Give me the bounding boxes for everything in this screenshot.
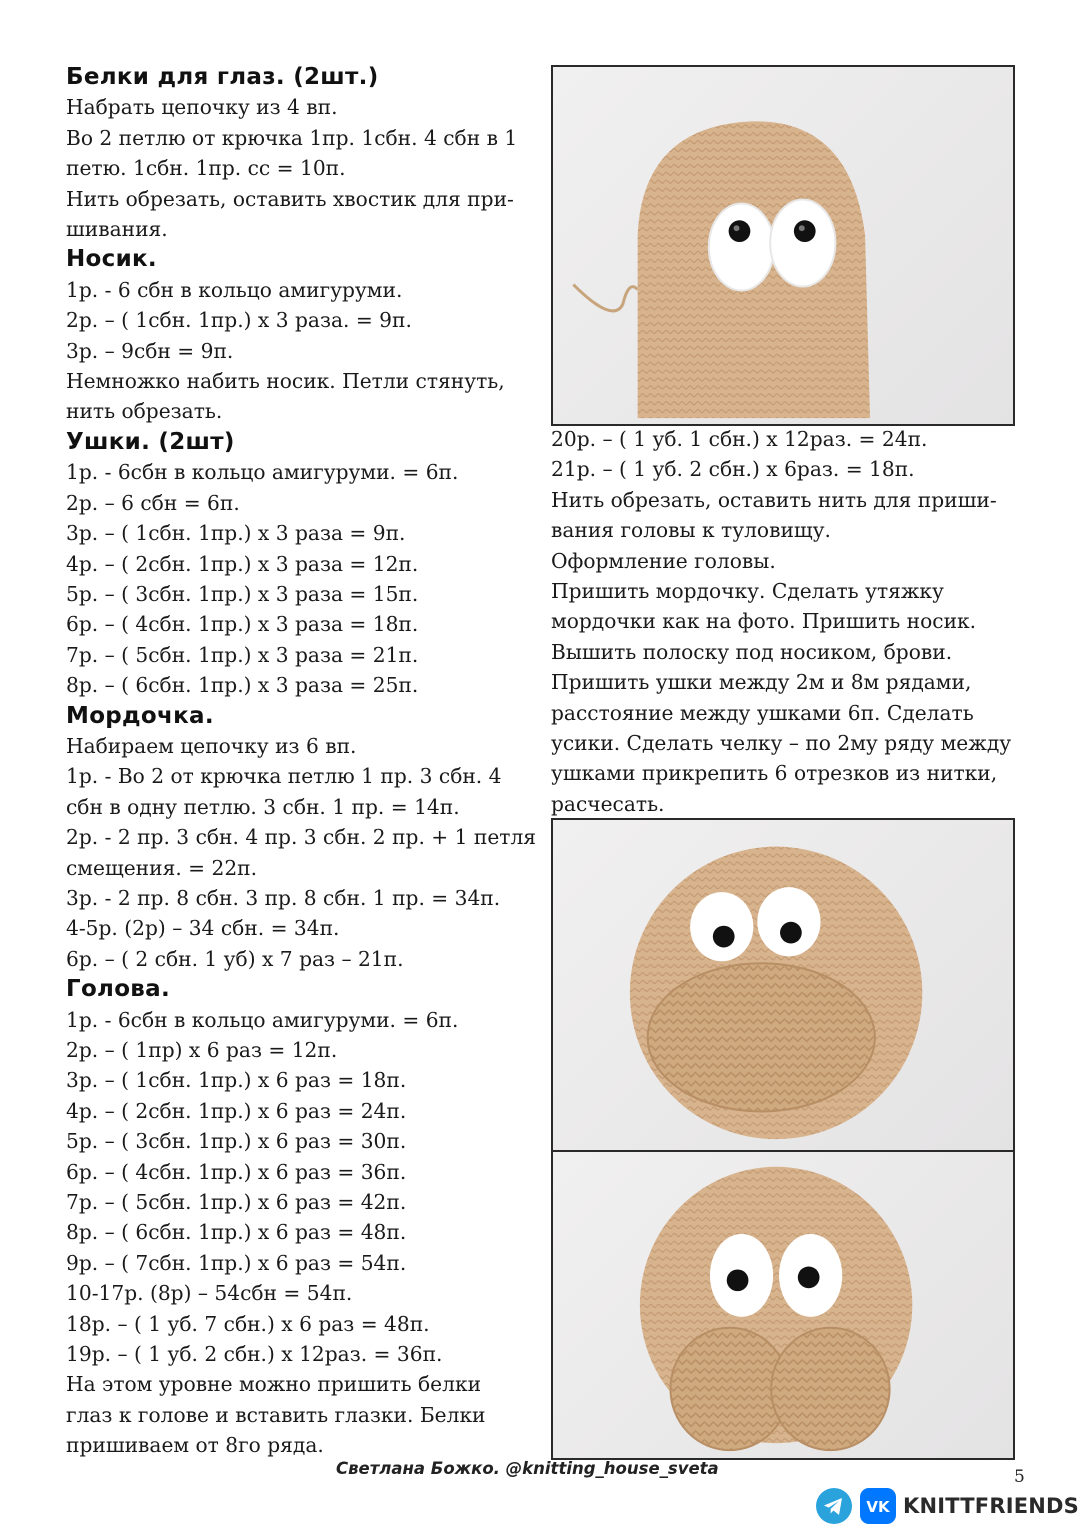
instruction-line: 5р. – ( 3сбн. 1пр.) х 6 раз = 30п. <box>66 1129 407 1154</box>
section-heading: Носик. <box>66 246 157 273</box>
section-heading: Ушки. (2шт) <box>66 428 235 455</box>
instruction-line: расчесать. <box>551 791 665 816</box>
instruction-line: пришиваем от 8го ряда. <box>66 1433 324 1458</box>
photo-head-muzzle <box>551 818 1015 1152</box>
instruction-line: 19р. – ( 1 уб. 2 сбн.) х 12раз. = 36п. <box>66 1342 443 1367</box>
instruction-line: Оформление головы. <box>551 548 776 573</box>
instruction-line: мордочки как на фото. Пришить носик. <box>551 609 977 634</box>
instruction-line: Во 2 петлю от крючка 1пр. 1сбн. 4 сбн в 1 <box>66 125 518 150</box>
photo-head-finished <box>551 1150 1015 1460</box>
instruction-line: Немножко набить носик. Петли стянуть, <box>66 369 505 394</box>
instruction-line: 2р. – 6 сбн = 6п. <box>66 490 240 515</box>
instruction-line: 3р. - 2 пр. 8 сбн. 3 пр. 8 сбн. 1 пр. = 34п. <box>66 885 501 910</box>
instruction-line: 2р. – ( 1пр) х 6 раз = 12п. <box>66 1038 338 1062</box>
right-column <box>551 424 1021 819</box>
instruction-line: Набираем цепочку из 6 вп. <box>66 733 357 758</box>
instruction-line: 3р. – 9сбн = 9п. <box>66 338 234 363</box>
head-eyes-illustration <box>553 67 1013 424</box>
instruction-line: Пришить ушки между 2м и 8м рядами, <box>551 670 972 695</box>
instruction-line: 8р. – ( 6сбн. 1пр.) х 3 раза = 25п. <box>66 673 419 698</box>
instruction-line: 2р. - 2 пр. 3 сбн. 4 пр. 3 сбн. 2 пр. + 1 петля <box>66 825 537 850</box>
instruction-line: Пришить мордочку. Сделать утяжку <box>551 579 944 604</box>
instruction-line: 7р. – ( 5сбн. 1пр.) х 3 раза = 21п. <box>66 642 419 667</box>
section-heading: Белки для глаз. (2шт.) <box>66 64 379 90</box>
instruction-line: 6р. – ( 4сбн. 1пр.) х 3 раза = 18п. <box>66 612 419 637</box>
instruction-line: 2р. – ( 1сбн. 1пр.) х 3 раза. = 9п. <box>66 308 412 333</box>
instruction-line: Вышить полоску под носиком, брови. <box>551 639 953 664</box>
photo-head-eyes <box>551 65 1015 426</box>
instruction-line: 4р. – ( 2сбн. 1пр.) х 6 раз = 24п. <box>66 1098 407 1123</box>
instruction-line: ушками прикрепить 6 отрезков из нитки, <box>551 761 998 786</box>
instruction-line: 3р. – ( 1сбн. 1пр.) х 3 раза = 9п. <box>66 521 406 546</box>
head-muzzle-illustration <box>553 820 1013 1150</box>
instruction-line: 4р. – ( 2сбн. 1пр.) х 3 раза = 12п. <box>66 551 419 576</box>
page-number: 5 <box>1014 1467 1025 1487</box>
author-credit: Светлана Божко. @knitting_house_sveta <box>336 1459 719 1478</box>
instruction-line: вания головы к туловищу. <box>551 518 831 543</box>
instruction-line: сбн в одну петлю. 3 сбн. 1 пр. = 14п. <box>66 794 460 819</box>
instruction-line: 8р. – ( 6сбн. 1пр.) х 6 раз = 48п. <box>66 1220 407 1245</box>
left-column <box>66 62 536 1461</box>
instruction-line: 1р. - 6сбн в кольцо амигуруми. = 6п. <box>66 1007 459 1032</box>
instruction-line: глаз к голове и вставить глазки. Белки <box>66 1402 486 1427</box>
instruction-line: 18р. – ( 1 уб. 7 сбн.) х 6 раз = 48п. <box>66 1311 430 1336</box>
instruction-line: 5р. – ( 3сбн. 1пр.) х 3 раза = 15п. <box>66 581 419 606</box>
vk-icon[interactable] <box>859 1487 897 1525</box>
instruction-line: 6р. – ( 4сбн. 1пр.) х 6 раз = 36п. <box>66 1159 407 1184</box>
instruction-line: 1р. - 6сбн в кольцо амигуруми. = 6п. <box>66 460 459 485</box>
instruction-line: 10-17р. (8р) – 54сбн = 54п. <box>66 1281 353 1306</box>
instruction-line: 6р. – ( 2 сбн. 1 уб) х 7 раз – 21п. <box>66 946 404 971</box>
brand-footer <box>815 1486 1080 1526</box>
instruction-line: Нить обрезать, оставить нить для приши- <box>551 487 997 512</box>
brand-name: KNITTFRIENDS <box>903 1494 1079 1518</box>
instruction-line: 1р. - Во 2 от крючка петлю 1 пр. 3 сбн. 4 <box>66 764 502 789</box>
vk-icon-label: VK <box>866 1498 890 1516</box>
instruction-line: Набрать цепочку из 4 вп. <box>66 95 338 120</box>
instruction-line: 7р. – ( 5сбн. 1пр.) х 6 раз = 42п. <box>66 1190 407 1215</box>
section-heading: Мордочка. <box>66 702 214 729</box>
instruction-line: 1р. - 6 сбн в кольцо амигуруми. <box>66 277 403 302</box>
instruction-line: 21р. – ( 1 уб. 2 сбн.) х 6раз. = 18п. <box>551 457 915 482</box>
instruction-line: шивания. <box>66 217 168 242</box>
telegram-icon[interactable] <box>815 1487 853 1525</box>
instruction-line: усики. Сделать челку – по 2му ряду между <box>551 731 1012 756</box>
instruction-line: 20р. – ( 1 уб. 1 сбн.) х 12раз. = 24п. <box>551 427 928 451</box>
section-heading: Голова. <box>66 976 171 1003</box>
instruction-line: смещения. = 22п. <box>66 855 258 880</box>
instruction-line: нить обрезать. <box>66 399 223 424</box>
instruction-line: Нить обрезать, оставить хвостик для при- <box>66 186 514 211</box>
instruction-line: На этом уровне можно пришить белки <box>66 1372 482 1397</box>
instruction-line: 4-5р. (2р) – 34 сбн. = 34п. <box>66 916 340 941</box>
instruction-line: 9р. – ( 7сбн. 1пр.) х 6 раз = 54п. <box>66 1250 407 1275</box>
head-finished-illustration <box>553 1152 1013 1458</box>
instruction-line: 3р. – ( 1сбн. 1пр.) х 6 раз = 18п. <box>66 1068 407 1093</box>
instruction-line: петю. 1сбн. 1пр. сс = 10п. <box>66 156 346 181</box>
instruction-line: расстояние между ушками 6п. Сделать <box>551 700 974 725</box>
